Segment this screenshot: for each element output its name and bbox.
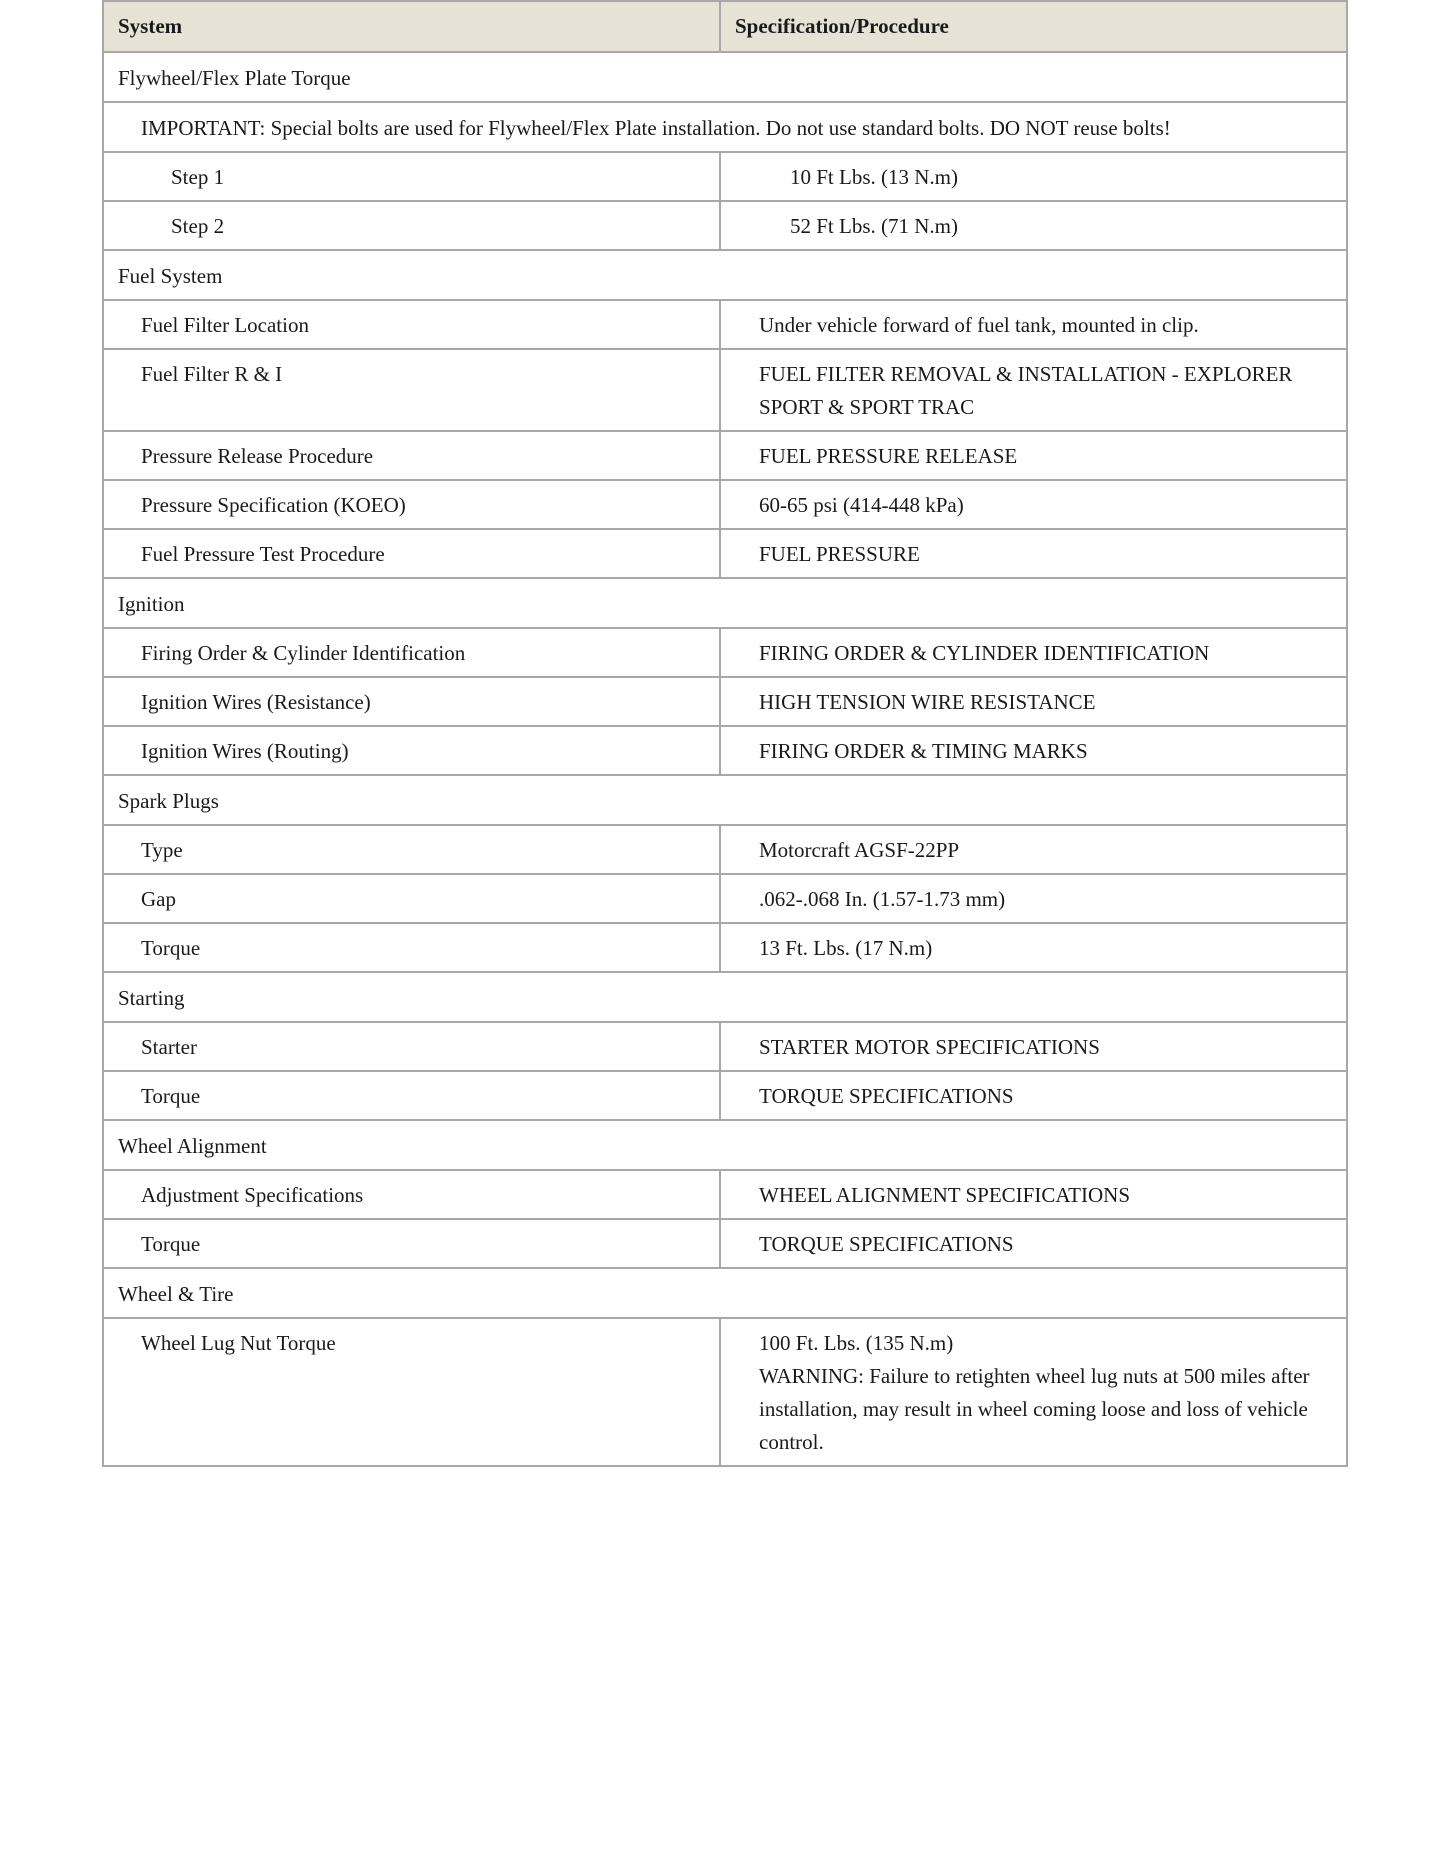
- row-value: FUEL FILTER REMOVAL & INSTALLATION - EXPLORER SPORT & SPORT TRAC: [759, 362, 1293, 419]
- row-label: Pressure Specification (KOEO): [103, 480, 720, 529]
- row-label: Ignition Wires (Routing): [103, 726, 720, 775]
- row-label: Torque: [103, 1071, 720, 1120]
- row-value-cell: [720, 825, 1347, 874]
- row-value-cell: [720, 529, 1347, 578]
- section-heading: Wheel & Tire: [103, 1268, 1347, 1318]
- row-label: Pressure Release Procedure: [103, 431, 720, 480]
- row-label: Starter: [103, 1022, 720, 1071]
- note-row: [103, 102, 1347, 152]
- row-value-cell: [720, 726, 1347, 775]
- row-label: Torque: [103, 1219, 720, 1268]
- row-value-cell: [720, 300, 1347, 349]
- row-value: TORQUE SPECIFICATIONS: [759, 1232, 1014, 1256]
- table-row: [103, 152, 1347, 201]
- row-value: HIGH TENSION WIRE RESISTANCE: [759, 690, 1096, 714]
- row-value-cell: [720, 1170, 1347, 1219]
- row-value: 10 Ft Lbs. (13 N.m): [790, 165, 958, 189]
- section-heading: Spark Plugs: [103, 775, 1347, 825]
- table-header-row: [103, 1, 1347, 52]
- section-heading: Flywheel/Flex Plate Torque: [103, 52, 1347, 102]
- table-row: [103, 923, 1347, 972]
- important-note: IMPORTANT: Special bolts are used for Flywheel/Flex Plate installation. Do not use standard bolts. DO NOT reuse bolts!: [103, 102, 1347, 152]
- warning-text: WARNING: Failure to retighten wheel lug nuts at 500 miles after installation, may result in wheel coming loose and loss of vehicle control.: [759, 1364, 1310, 1454]
- row-value-cell: [720, 480, 1347, 529]
- row-value: FIRING ORDER & CYLINDER IDENTIFICATION: [759, 641, 1210, 665]
- row-value: Motorcraft AGSF-22PP: [759, 838, 960, 862]
- section-heading: Starting: [103, 972, 1347, 1022]
- section-row: [103, 1120, 1347, 1170]
- section-heading: Wheel Alignment: [103, 1120, 1347, 1170]
- row-value: 13 Ft. Lbs. (17 N.m): [759, 936, 933, 960]
- specifications-table: [102, 0, 1348, 1467]
- row-value-cell: [720, 201, 1347, 250]
- row-value: 100 Ft. Lbs. (135 N.m): [759, 1331, 954, 1355]
- column-header-specification: Specification/Procedure: [720, 1, 1347, 52]
- row-label: Step 2: [103, 201, 720, 250]
- row-value-cell: [720, 628, 1347, 677]
- table-row: [103, 825, 1347, 874]
- section-row: [103, 1268, 1347, 1318]
- row-value-cell: [720, 349, 1347, 431]
- table-row: [103, 529, 1347, 578]
- row-label: Firing Order & Cylinder Identification: [103, 628, 720, 677]
- row-label: Step 1: [103, 152, 720, 201]
- table-row: [103, 431, 1347, 480]
- row-value-cell: [720, 1022, 1347, 1071]
- table-row: [103, 874, 1347, 923]
- section-row: [103, 578, 1347, 628]
- row-value-cell: [720, 431, 1347, 480]
- row-value-cell: [720, 1219, 1347, 1268]
- table-row: [103, 300, 1347, 349]
- table-body: [103, 52, 1347, 1466]
- row-value: STARTER MOTOR SPECIFICATIONS: [759, 1035, 1100, 1059]
- row-value-cell: [720, 677, 1347, 726]
- row-value: .062-.068 In. (1.57-1.73 mm): [759, 887, 1006, 911]
- table-row: [103, 201, 1347, 250]
- table-row: [103, 628, 1347, 677]
- section-heading: Fuel System: [103, 250, 1347, 300]
- row-value: FUEL PRESSURE: [759, 542, 920, 566]
- row-value: Under vehicle forward of fuel tank, mounted in clip.: [759, 313, 1199, 337]
- row-value-cell: [720, 923, 1347, 972]
- section-heading: Ignition: [103, 578, 1347, 628]
- table-row: [103, 349, 1347, 431]
- section-row: [103, 972, 1347, 1022]
- table-row: [103, 1318, 1347, 1466]
- table-row: [103, 1071, 1347, 1120]
- section-row: [103, 775, 1347, 825]
- table-row: [103, 1170, 1347, 1219]
- row-value: FIRING ORDER & TIMING MARKS: [759, 739, 1088, 763]
- section-row: [103, 52, 1347, 102]
- row-label: Torque: [103, 923, 720, 972]
- table-row: [103, 1219, 1347, 1268]
- table-row: [103, 726, 1347, 775]
- table-row: [103, 677, 1347, 726]
- row-value-cell: [720, 152, 1347, 201]
- row-label: Fuel Pressure Test Procedure: [103, 529, 720, 578]
- column-header-system: System: [103, 1, 720, 52]
- row-label: Fuel Filter R & I: [103, 349, 720, 431]
- row-label: Fuel Filter Location: [103, 300, 720, 349]
- row-value-cell: [720, 1071, 1347, 1120]
- row-value-cell: [720, 1318, 1347, 1466]
- row-value: 52 Ft Lbs. (71 N.m): [790, 214, 958, 238]
- row-value: TORQUE SPECIFICATIONS: [759, 1084, 1014, 1108]
- section-row: [103, 250, 1347, 300]
- row-label: Adjustment Specifications: [103, 1170, 720, 1219]
- row-label: Type: [103, 825, 720, 874]
- table-row: [103, 480, 1347, 529]
- row-label: Ignition Wires (Resistance): [103, 677, 720, 726]
- row-label: Gap: [103, 874, 720, 923]
- row-value: 60-65 psi (414-448 kPa): [759, 493, 964, 517]
- table-row: [103, 1022, 1347, 1071]
- row-label: Wheel Lug Nut Torque: [103, 1318, 720, 1466]
- row-value: WHEEL ALIGNMENT SPECIFICATIONS: [759, 1183, 1130, 1207]
- row-value-cell: [720, 874, 1347, 923]
- row-value: FUEL PRESSURE RELEASE: [759, 444, 1018, 468]
